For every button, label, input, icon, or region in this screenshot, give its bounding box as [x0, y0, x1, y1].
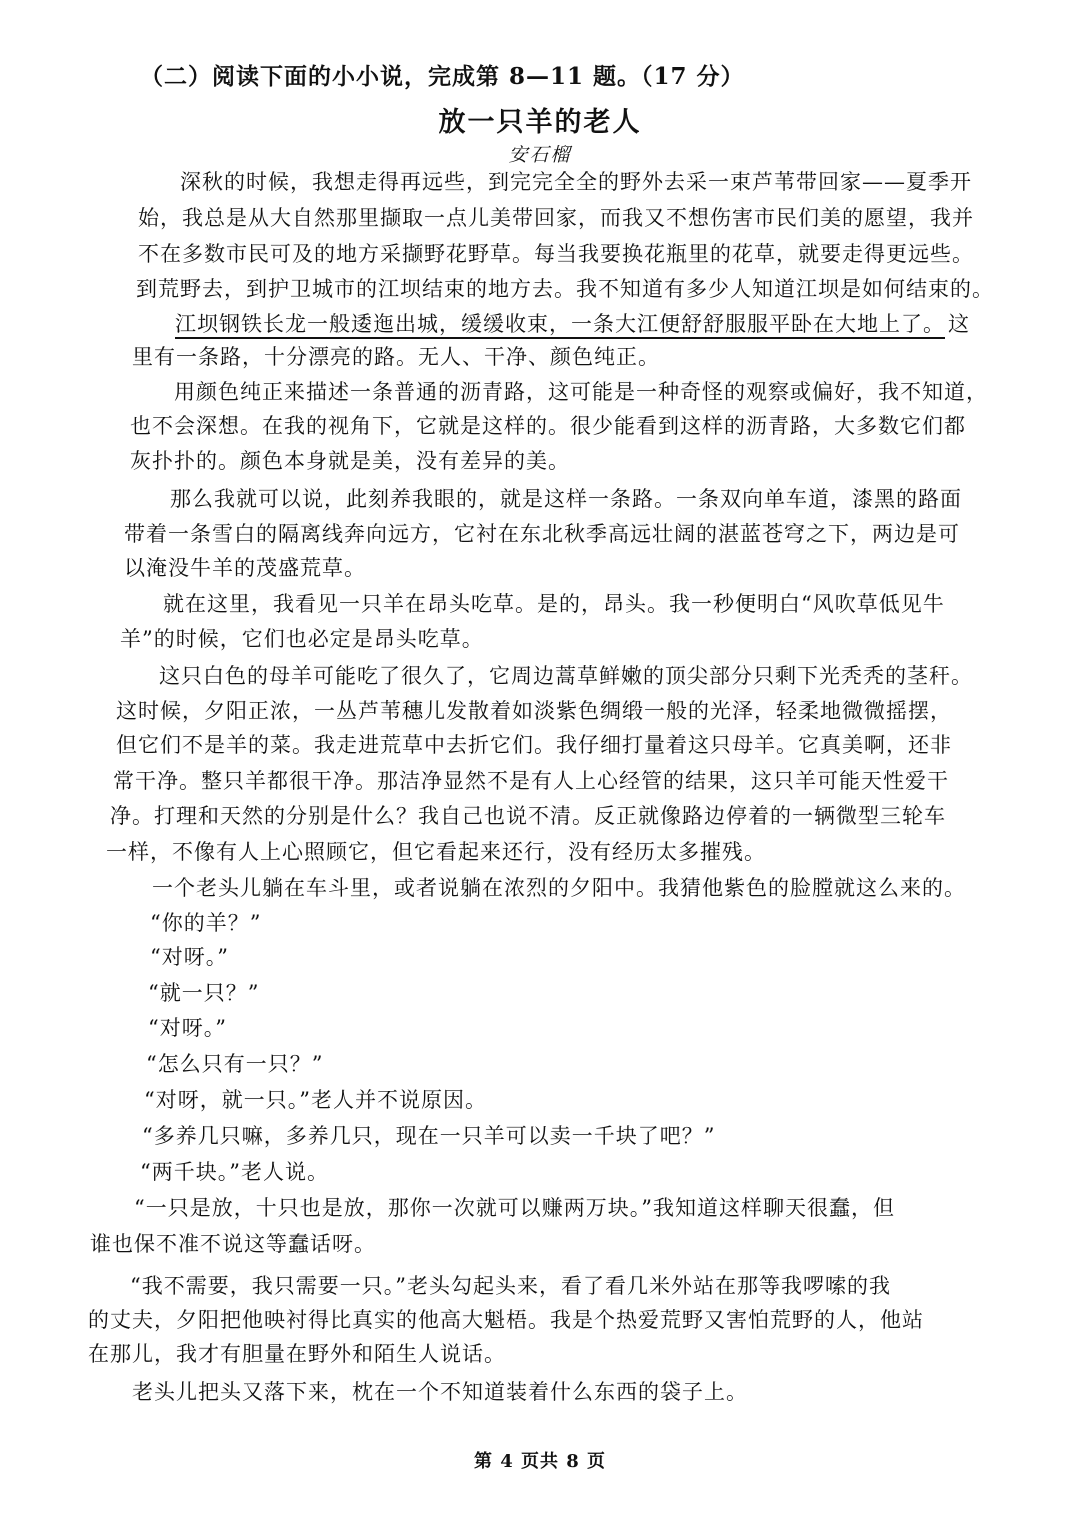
text-line: 带着一条雪白的隔离线奔向远方，它衬在东北秋季高远壮阔的湛蓝苍穹之下，两边是可	[124, 522, 960, 546]
text-line: 但它们不是羊的菜。我走进荒草中去折它们。我仔细打量着这只母羊。它真美啊，还非	[116, 733, 952, 757]
text-line: 里有一条路，十分漂亮的路。无人、干净、颜色纯正。	[132, 345, 660, 369]
story-author: 安石榴	[508, 144, 572, 166]
text-line: 在那儿，我才有胆量在野外和陌生人说话。	[88, 1342, 506, 1366]
text-line: 不在多数市民可及的地方采撷野花野草。每当我要换花瓶里的花草，就要走得更远些。	[138, 242, 974, 266]
text-line: 的丈夫，夕阳把他映衬得比真实的他高大魁梧。我是个热爱荒野又害怕荒野的人，他站	[88, 1308, 924, 1332]
dialogue-line: “对呀，就一只。”老人并不说原因。	[144, 1088, 487, 1112]
text-line: 用颜色纯正来描述一条普通的沥青路，这可能是一种奇怪的观察或偏好，我不知道，	[174, 380, 988, 404]
page-number-footer: 第 4 页共 8 页	[473, 1451, 607, 1472]
text-line: 老头儿把头又落下来，枕在一个不知道装着什么东西的袋子上。	[132, 1380, 748, 1404]
dialogue-line: “多养几只嘛，多养几只，现在一只羊可以卖一千块了吧？”	[142, 1124, 716, 1148]
dialogue-line: “你的羊？”	[150, 911, 262, 935]
text-line: 这	[948, 312, 970, 336]
text-line: 也不会深想。在我的视角下，它就是这样的。很少能看到这样的沥青路，大多数它们都	[130, 414, 966, 438]
text-line: 深秋的时候，我想走得再远些，到完完全全的野外去采一束芦苇带回家——夏季开	[180, 170, 972, 194]
story-title: 放一只羊的老人	[438, 107, 642, 138]
text-line: 那么我就可以说，此刻养我眼的，就是这样一条路。一条双向单车道，漆黑的路面	[170, 487, 962, 511]
dialogue-line: “对呀。”	[148, 1016, 227, 1040]
text-line: 灰扑扑的。颜色本身就是美，没有差异的美。	[130, 449, 570, 473]
text-line: 到荒野去，到护卫城市的江坝结束的地方去。我不知道有多少人知道江坝是如何结束的。	[136, 277, 994, 301]
dialogue-line: “我不需要，我只需要一只。”老头勾起头来，看了看几米外站在那等我啰嗦的我	[130, 1274, 891, 1298]
text-line: 就在这里，我看见一只羊在昂头吃草。是的，昂头。我一秒便明白“风吹草低见牛	[163, 592, 945, 616]
underlined-sentence: 江坝钢铁长龙一般逶迤出城，缓缓收束，一条大江便舒舒服服平卧在大地上了。	[175, 312, 945, 336]
text-line: 一个老头儿躺在车斗里，或者说躺在浓烈的夕阳中。我猜他紫色的脸膛就这么来的。	[152, 876, 966, 900]
dialogue-line: “对呀。”	[150, 945, 229, 969]
text-line: 以淹没牛羊的茂盛荒草。	[124, 556, 366, 580]
dialogue-line: “一只是放，十只也是放，那你一次就可以赚两万块。”我知道这样聊天很蠢，但	[134, 1196, 895, 1220]
text-line: 一样，不像有人上心照顾它，但它看起来还行，没有经历太多摧残。	[106, 840, 766, 864]
text-line: 净。打理和天然的分别是什么？我自己也说不清。反正就像路边停着的一辆微型三轮车	[110, 804, 946, 828]
dialogue-line: “两千块。”老人说。	[140, 1160, 329, 1184]
text-line: 这时候，夕阳正浓，一丛芦苇穗儿发散着如淡紫色绸缎一般的光泽，轻柔地微微摇摆，	[116, 699, 952, 723]
text-line: 谁也保不准不说这等蠢话呀。	[90, 1232, 376, 1256]
text-line: 始，我总是从大自然那里撷取一点儿美带回家，而我又不想伤害市民们美的愿望，我并	[138, 206, 974, 230]
text-line: 羊”的时候，它们也必定是昂头吃草。	[120, 627, 484, 651]
text-line: 这只白色的母羊可能吃了很久了，它周边蒿草鲜嫩的顶尖部分只剩下光秃秃的茎秆。	[159, 664, 973, 688]
dialogue-line: “就一只？”	[148, 981, 260, 1005]
text-line: 常干净。整只羊都很干净。那洁净显然不是有人上心经管的结果，这只羊可能天性爱干	[113, 769, 949, 793]
section-heading: （二）阅读下面的小小说，完成第 8—11 题。（17 分）	[140, 63, 745, 90]
dialogue-line: “怎么只有一只？”	[146, 1052, 324, 1076]
